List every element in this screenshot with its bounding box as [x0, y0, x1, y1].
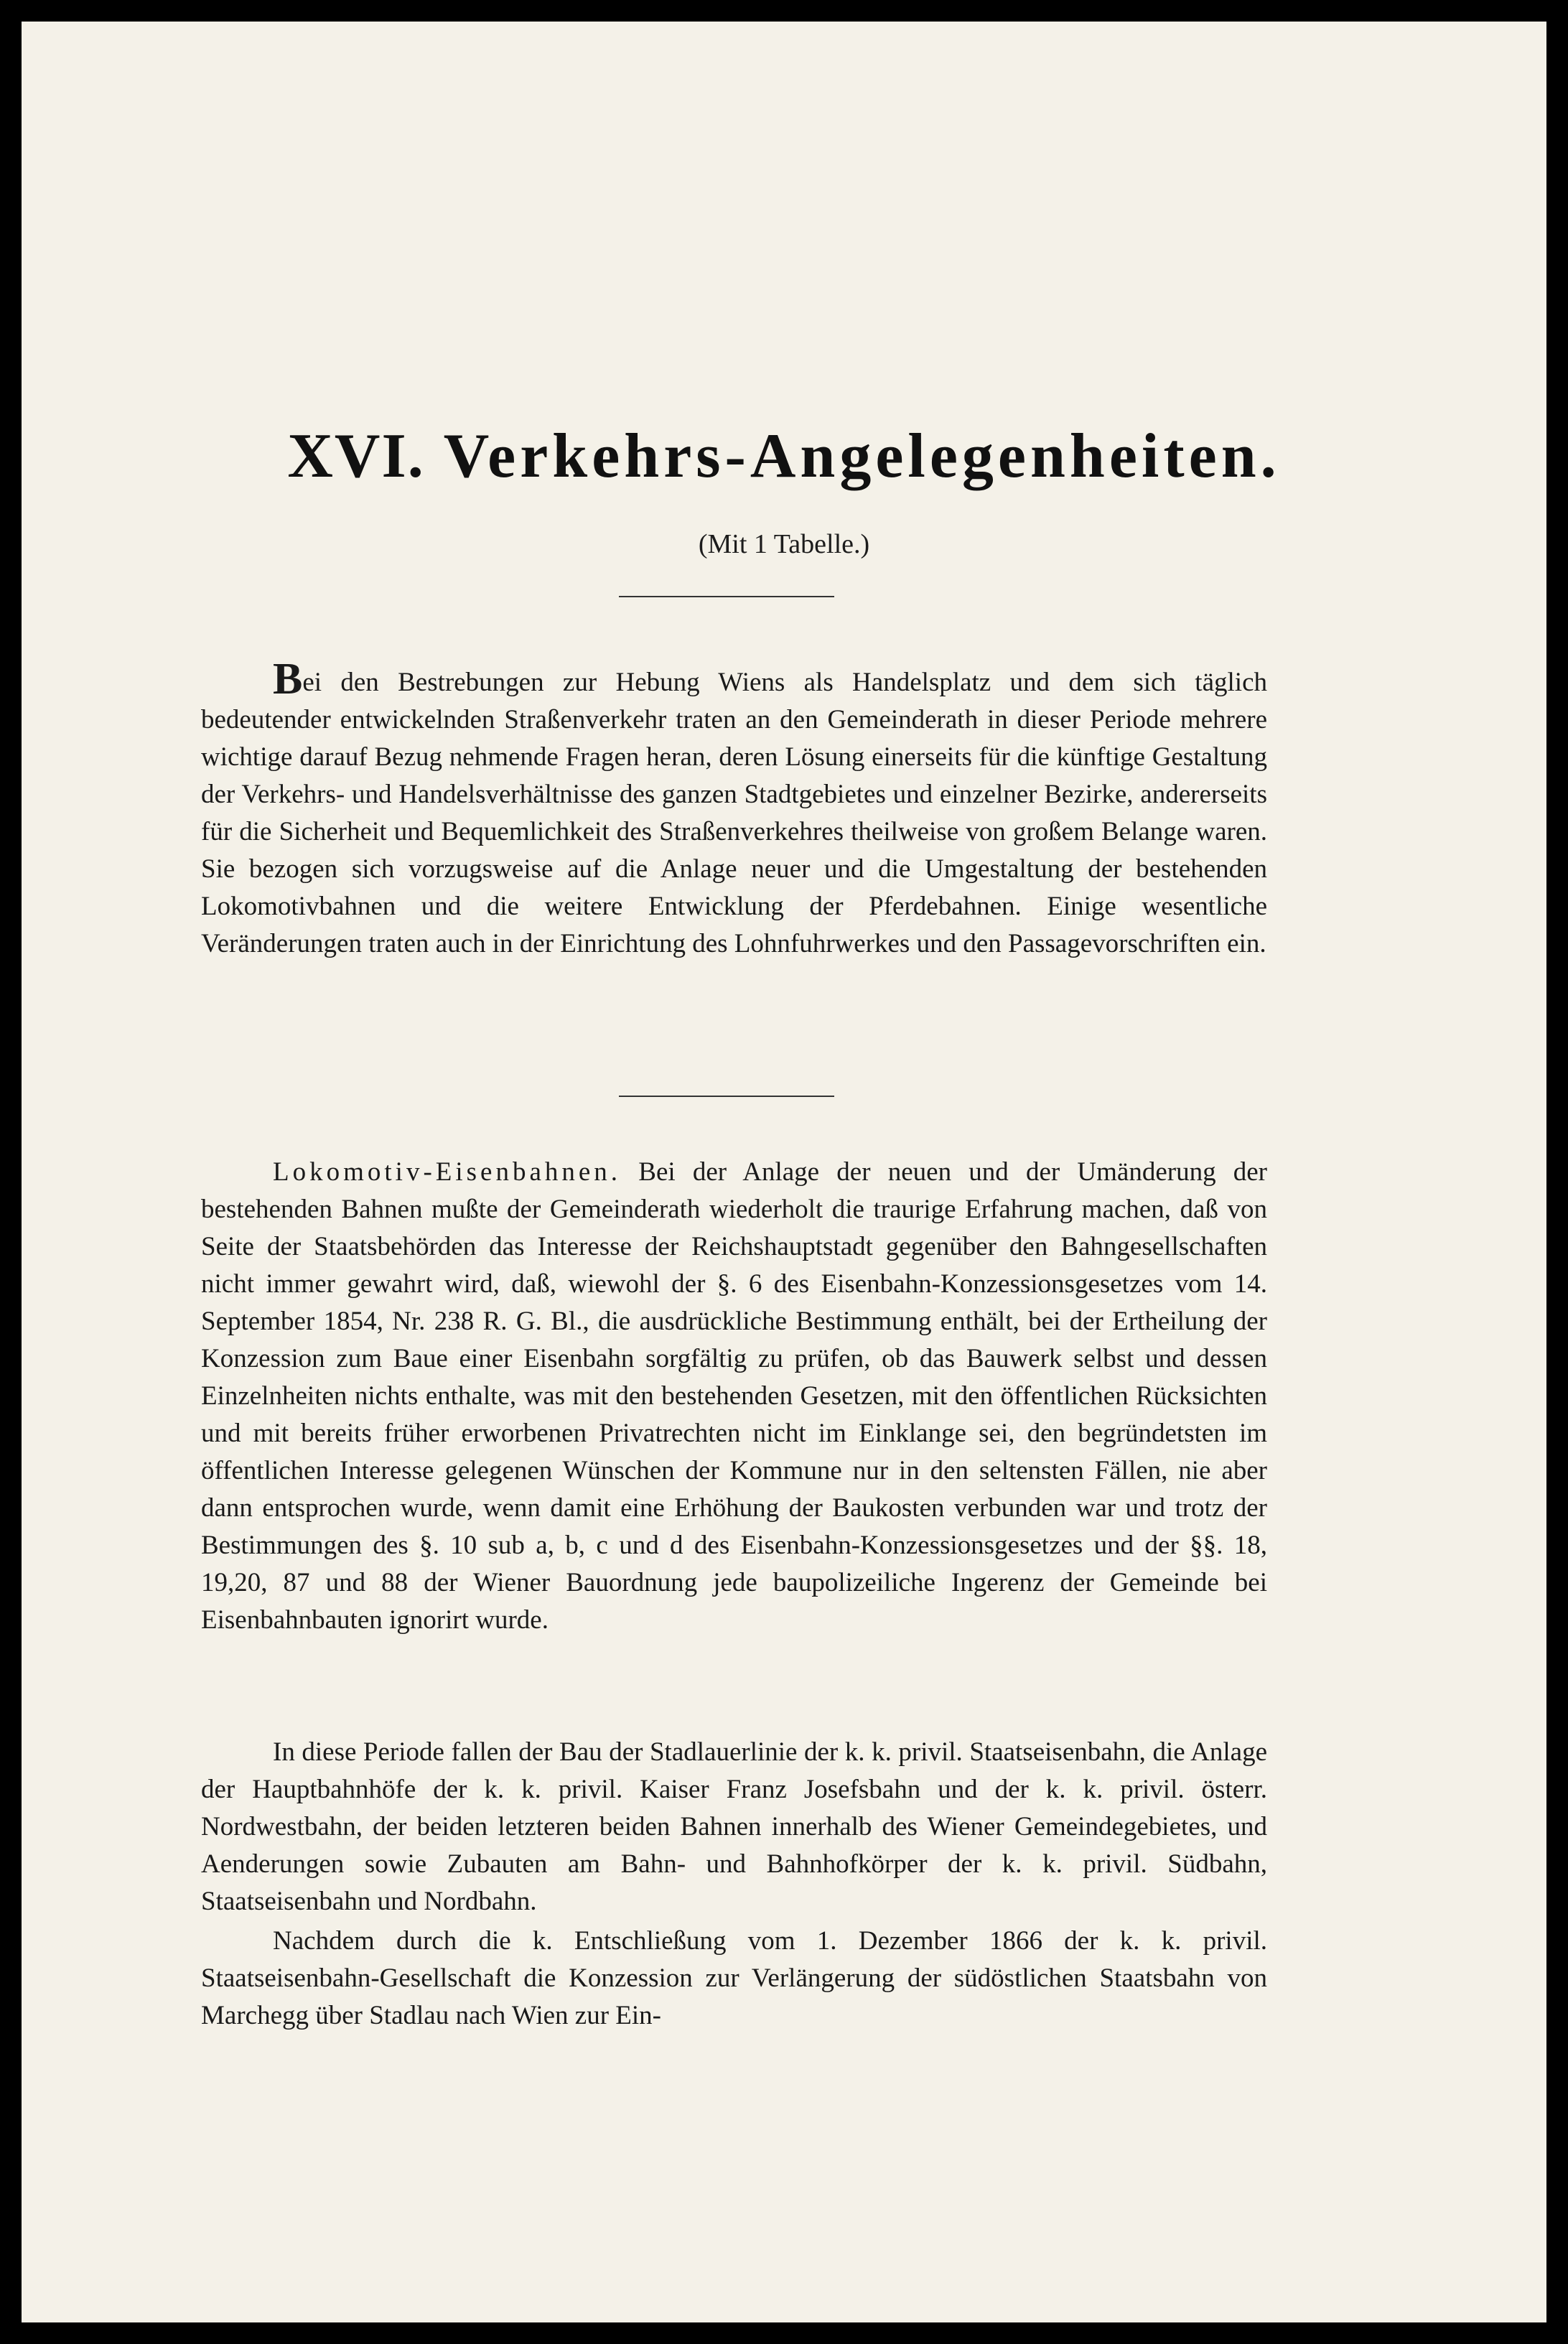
- chapter-subtitle: (Mit 1 Tabelle.): [698, 529, 870, 559]
- intro-paragraph: [201, 655, 1267, 963]
- section-paragraph: [201, 1154, 1267, 1639]
- drop-initial: B: [273, 655, 303, 704]
- paragraph-text: Nachdem durch die k. Entschließung vom 1. Dezember 1866 der k. k. privil. Staatseisenbahn-Gesellschaft die Konzession zur Verlängerung der südöstlichen Staatsbahn von Marchegg über Stadlau nach Wien zur Ein-: [201, 1926, 1267, 2030]
- document-page: [22, 22, 1546, 2322]
- chapter-number: XVI.: [287, 421, 425, 491]
- paragraph-text: In diese Periode fallen der Bau der Stadlauerlinie der k. k. privil. Staatseisenbahn, die Anlage der Hauptbahnhöfe der k. k. privil. Kaiser Franz Josefsbahn und der k. k. privil. österr. Nordwestbahn, der beiden letzteren beiden Bahnen innerhalb des Wiener Gemeindegebietes, und Aenderungen sowie Zubauten am Bahn- und Bahnhofkörper der k. k. privil. Südbahn, Staatseisenbahn und Nordbahn.: [201, 1737, 1267, 1916]
- chapter-heading: [22, 420, 1546, 492]
- section-lead: Lokomotiv-Eisenbahnen.: [273, 1157, 622, 1187]
- chapter-title: Verkehrs-Angelegenheiten.: [443, 421, 1281, 491]
- section-text: Bei der Anlage der neuen und der Umänderung der bestehenden Bahnen mußte der Gemeinderath wiederholt die traurige Erfahrung machen, daß von Seite der Staatsbehörden das Interesse der Reichshauptstadt gegenüber den Bahngesellschaften nicht immer gewahrt wird, daß, wiewohl der §. 6 des Eisenbahn-Konzessionsgesetzes vom 14. September 1854, Nr. 238 R. G. Bl., die ausdrückliche Bestimmung enthält, bei der Ertheilung der Konzession zum Baue einer Eisenbahn sorgfältig zu prüfen, ob das Bauwerk selbst und dessen Einzelnheiten nichts enthalte, was mit den bestehenden Gesetzen, mit den öffentlichen Rücksichten und mit bereits früher erworbenen Privatrechten nicht im Einklange sei, den begründetsten im öffentlichen Interesse gelegenen Wünschen der Kommune nur in den seltensten Fällen, nie aber dann entsprochen wurde, wenn damit eine Erhöhung der Baukosten verbunden war und trotz der Bestimmungen des §. 10 sub a, b, c und d des Eisenbahn-Konzessionsgesetzes und der §§. 18, 19,20, 87 und 88 der Wiener Bauordnung jede baupolizeiliche Ingerenz der Gemeinde bei Eisenbahnbauten ignorirt wurde.: [201, 1157, 1268, 1635]
- divider-rule: [619, 1096, 834, 1097]
- intro-text: ei den Bestrebungen zur Hebung Wiens als Handelsplatz und dem sich täglich bedeutender entwickelnden Straßenverkehr traten an den Gemeinderath in dieser Periode mehrere wichtige darauf Bezug nehmende Fragen heran, deren Lösung einerseits für die künftige Gestaltung der Verkehrs- und Handelsverhältnisse des ganzen Stadtgebietes und einzelner Bezirke, andererseits für die Sicherheit und Bequemlichkeit des Straßenverkehres theilweise von großem Belange waren. Sie bezogen sich vorzugsweise auf die Anlage neuer und die Umgestaltung der bestehenden Lokomotivbahnen und die weitere Entwicklung der Pferdebahnen. Einige wesentliche Veränderungen traten auch in der Einrichtung des Lohnfuhrwerkes und den Passagevorschriften ein.: [201, 668, 1267, 958]
- body-paragraph: [201, 1734, 1267, 1920]
- divider-rule: [619, 596, 834, 597]
- body-paragraph: [201, 1923, 1267, 2035]
